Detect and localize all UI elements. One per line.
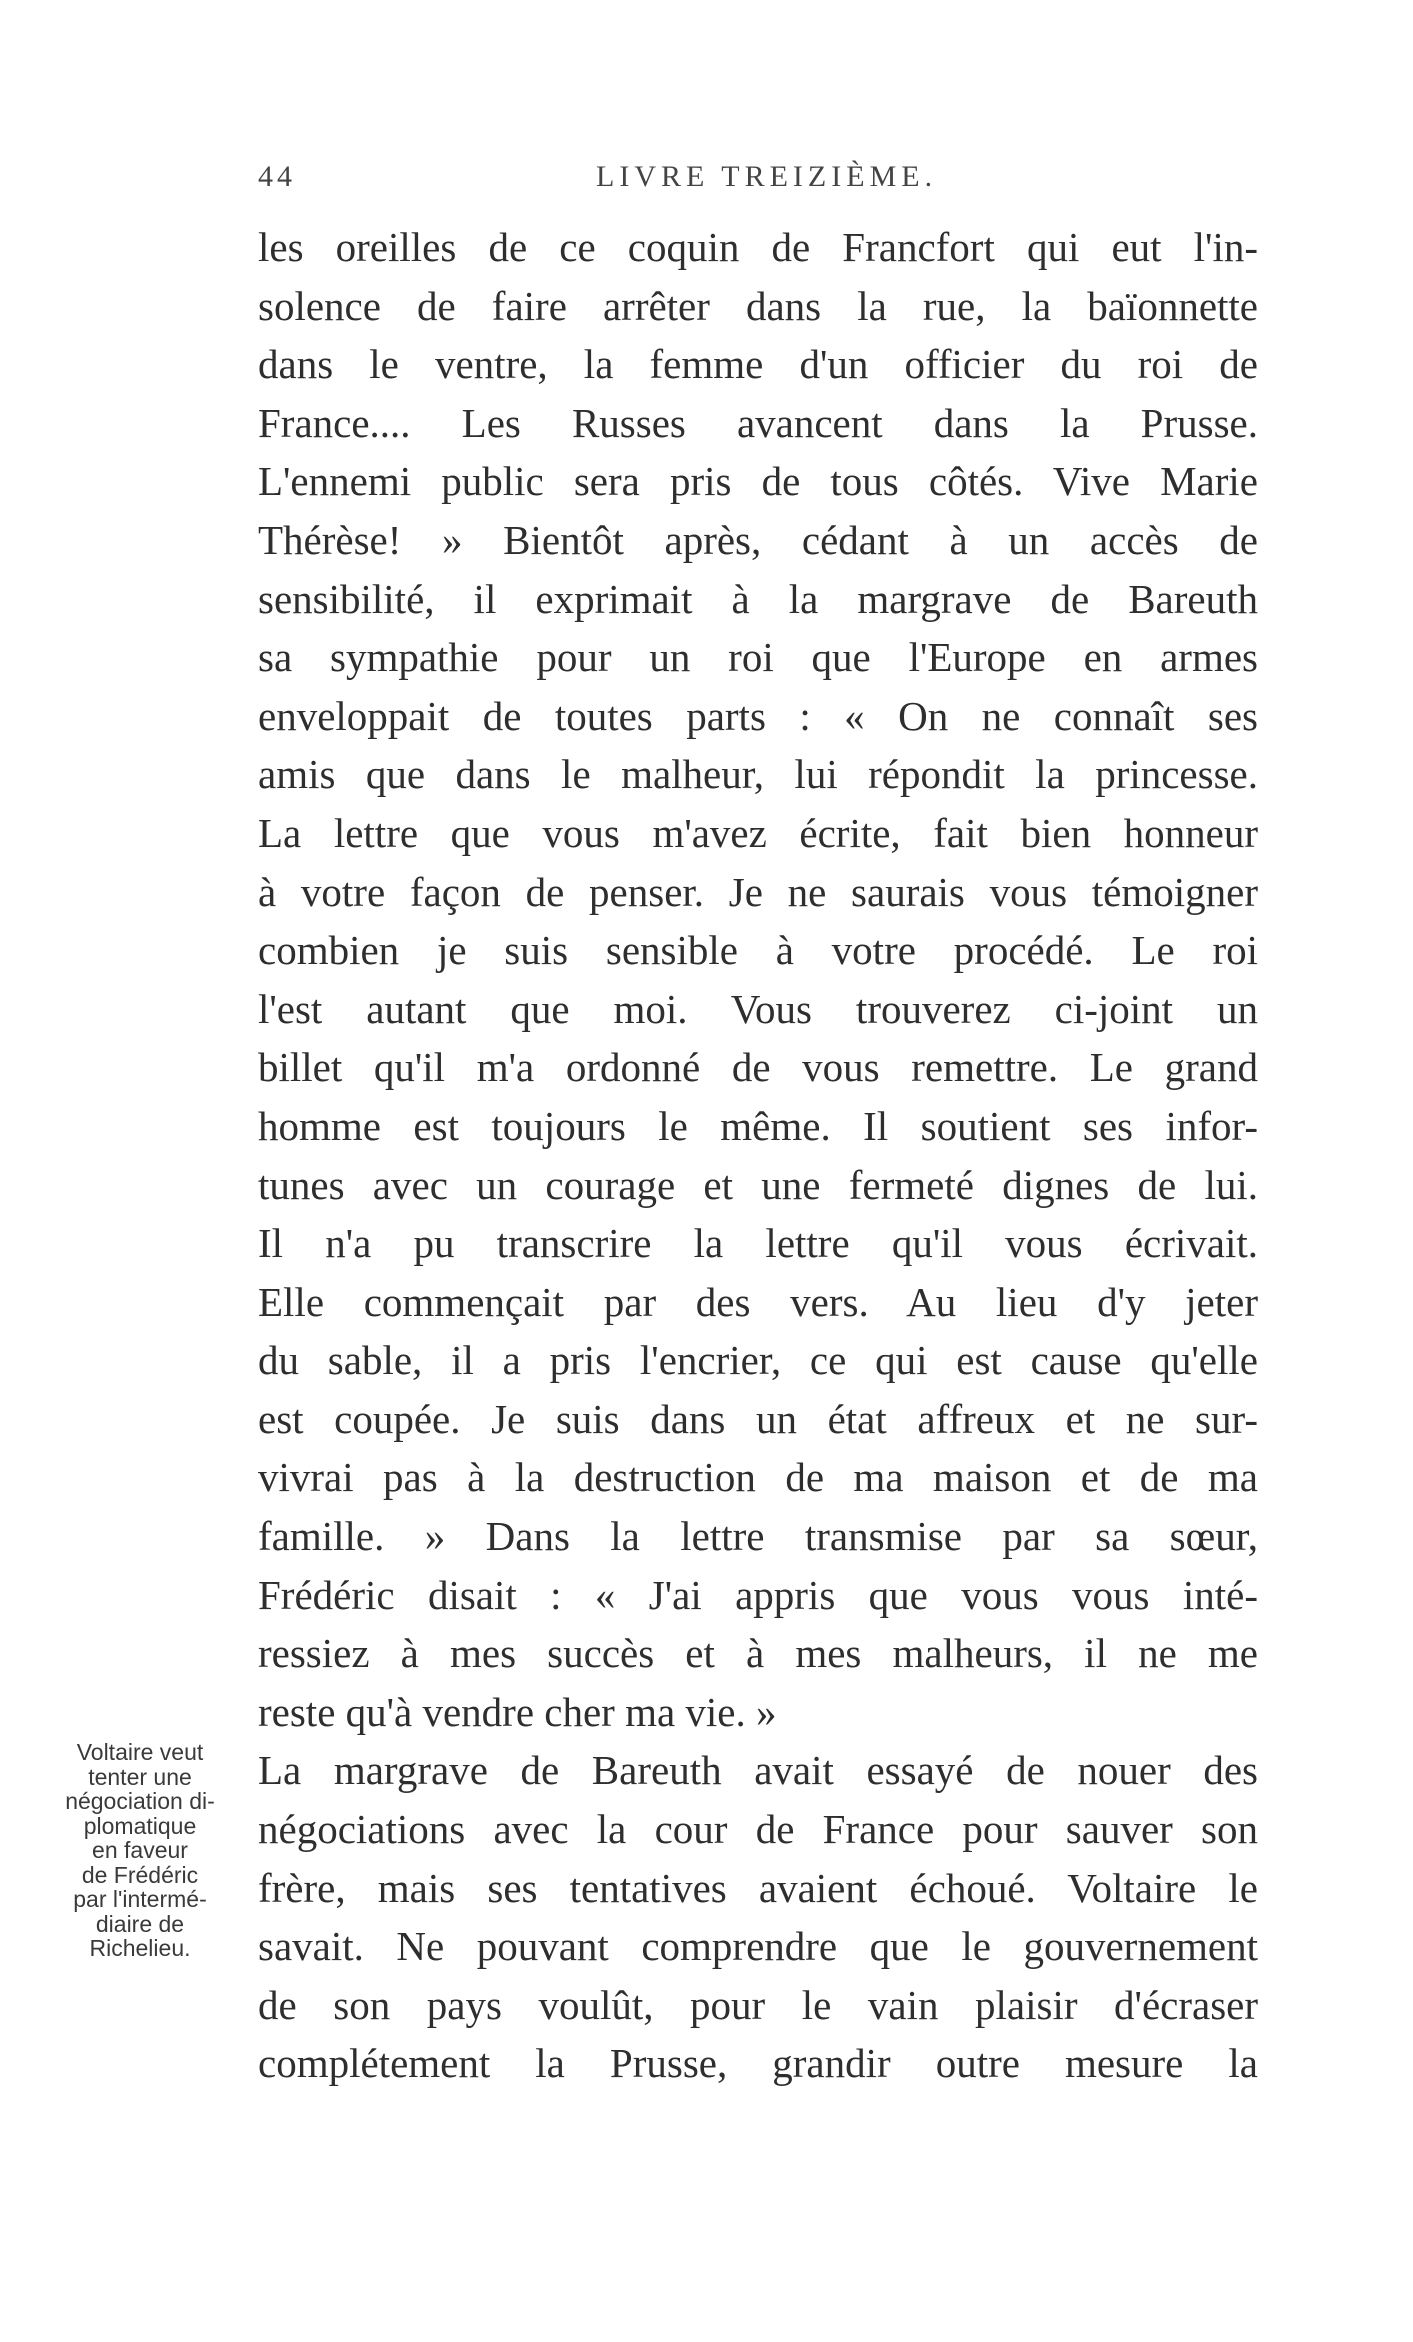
text-line: frère, mais ses tentatives avaient échoué. Voltaire le	[258, 1864, 1258, 1911]
text-line: La margrave de Bareuth avait essayé de nouer des	[258, 1747, 1258, 1794]
text-line: enveloppait de toutes parts : « On ne connaît ses	[258, 692, 1258, 739]
text-line: sensibilité, il exprimait à la margrave de Bareuth	[258, 575, 1258, 622]
text-line: à votre façon de penser. Je ne saurais vous témoigner	[258, 868, 1258, 915]
text-line: l'est autant que moi. Vous trouverez ci-joint un	[258, 985, 1258, 1032]
text-line: de son pays voulût, pour le vain plaisir d'écraser	[258, 1981, 1258, 2028]
margin-note-line: par l'intermé-	[73, 1886, 207, 1912]
text-line: Il n'a pu transcrire la lettre qu'il vous écrivait.	[258, 1220, 1258, 1267]
text-line: homme est toujours le même. Il soutient ses infor-	[258, 1102, 1258, 1149]
text-line: les oreilles de ce coquin de Francfort qui eut l'in-	[258, 224, 1258, 270]
text-line: Frédéric disait : « J'ai appris que vous vous inté-	[258, 1571, 1258, 1618]
text-line: savait. Ne pouvant comprendre que le gouvernement	[258, 1923, 1258, 1970]
text-line: Thérèse! » Bientôt après, cédant à un accès de	[258, 516, 1258, 563]
text-line: sa sympathie pour un roi que l'Europe en armes	[258, 634, 1258, 681]
text-line: solence de faire arrêter dans la rue, la baïonnette	[258, 282, 1258, 329]
text-line: est coupée. Je suis dans un état affreux et ne sur-	[258, 1395, 1258, 1442]
text-line: Elle commençait par des vers. Au lieu d'y jeter	[258, 1278, 1258, 1325]
margin-note-line: en faveur	[92, 1837, 188, 1863]
page-header	[258, 160, 1258, 200]
text-line: billet qu'il m'a ordonné de vous remettre. Le grand	[258, 1044, 1258, 1091]
text-line: France.... Les Russes avancent dans la Prusse.	[258, 399, 1258, 446]
text-line: tunes avec un courage et une fermeté dignes de lui.	[258, 1161, 1258, 1208]
margin-note-line: diaire de	[95, 1910, 185, 1937]
text-line: du sable, il a pris l'encrier, ce qui est cause qu'elle	[258, 1337, 1258, 1384]
page-number: 44	[258, 160, 296, 193]
margin-note	[50, 1740, 230, 1961]
margin-note-line: de Frédéric	[81, 1861, 199, 1888]
text-line: amis que dans le malheur, lui répondit la princesse.	[258, 751, 1258, 798]
text-line: combien je suis sensible à votre procédé. Le roi	[258, 927, 1258, 974]
text-line: L'ennemi public sera pris de tous côtés. Vive Marie	[258, 458, 1258, 505]
text-line: vivrai pas à la destruction de ma maison et de ma	[258, 1454, 1258, 1501]
text-line: La lettre que vous m'avez écrite, fait bien honneur	[258, 809, 1258, 856]
text-line: ressiez à mes succès et à mes malheurs, il ne me	[258, 1630, 1258, 1677]
text-line: reste qu'à vendre cher ma vie. »	[258, 1688, 777, 1735]
running-title: LIVRE TREIZIÈME.	[596, 160, 938, 193]
margin-note-line: plomatique	[83, 1812, 197, 1839]
margin-note-line: négociation di-	[65, 1788, 215, 1814]
text-line: famille. » Dans la lettre transmise par sa sœur,	[258, 1513, 1258, 1560]
margin-note-line: Voltaire veut	[76, 1739, 204, 1765]
body-text	[258, 218, 1258, 2093]
margin-note-line: Richelieu.	[89, 1935, 191, 1961]
text-line: négociations avec la cour de France pour sauver son	[258, 1806, 1258, 1853]
text-line: dans le ventre, la femme d'un officier du roi de	[258, 341, 1258, 388]
margin-note-line: tenter une	[88, 1763, 192, 1790]
text-line: complétement la Prusse, grandir outre mesure la	[258, 2040, 1258, 2087]
